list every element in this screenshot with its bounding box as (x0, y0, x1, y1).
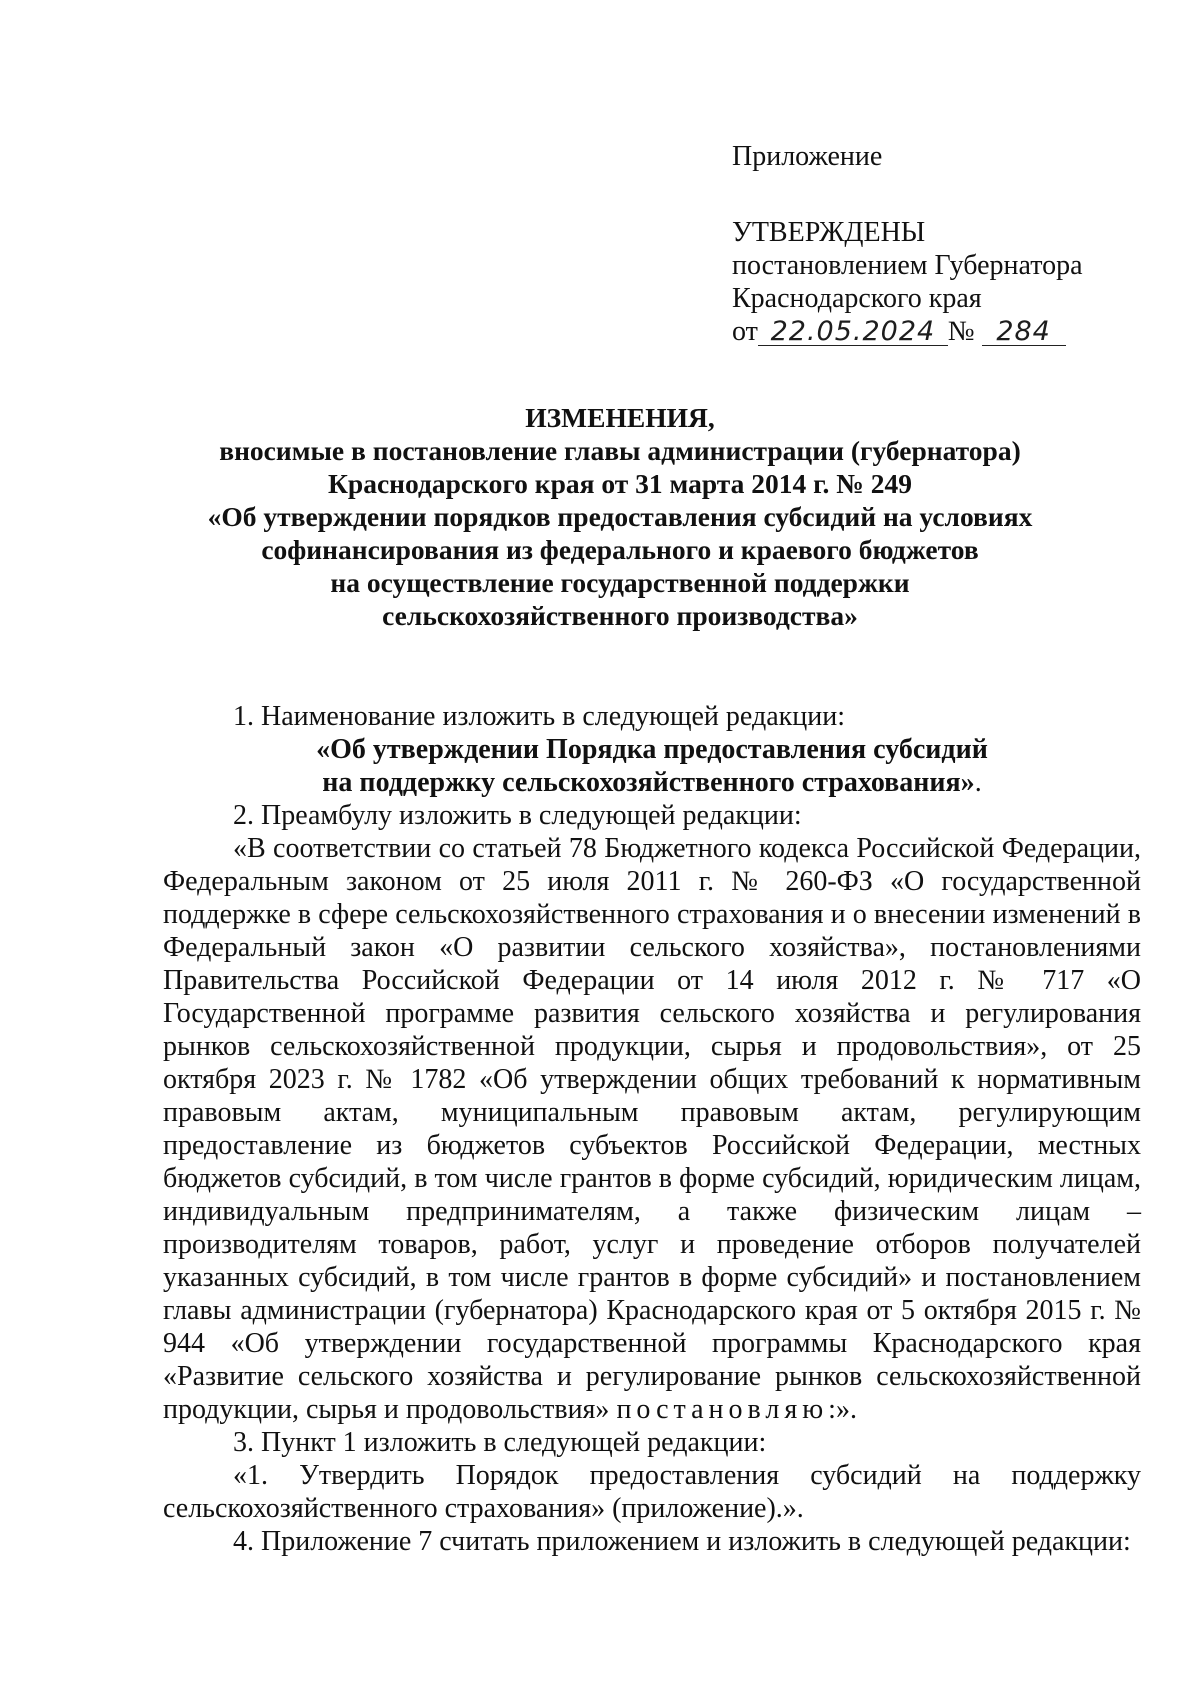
date-prefix: от (732, 316, 758, 347)
title-line: софинансирования из федерального и краевого бюджетов (261, 534, 979, 565)
title-line: «Об утверждении порядков предоставления субсидий на условиях (207, 501, 1033, 532)
document-title (160, 401, 1080, 632)
paragraph-3-quote: «1. Утвердить Порядок предоставления субсидий на поддержку сельскохозяйственного страхования» (приложение).». (163, 1460, 1141, 1524)
paragraph-2-quote (163, 832, 1141, 1426)
approved-by-line-2: Краснодарского края (732, 283, 982, 314)
paragraph-3: 3. Пункт 1 изложить в следующей редакции: (233, 1427, 767, 1458)
handwritten-date: 22.05.2024 (758, 319, 948, 346)
document-body (163, 700, 1141, 1558)
approval-stamp-block (732, 140, 1083, 348)
title-heading: ИЗМЕНЕНИЯ, (525, 402, 715, 433)
paragraph-4: 4. Приложение 7 считать приложением и изложить в следующей редакции: (233, 1526, 1131, 1557)
quote-end: . (974, 767, 982, 798)
preamble-end: :». (828, 1394, 857, 1425)
title-line: Краснодарского края от 31 марта 2014 г. № 249 (327, 468, 913, 499)
handwritten-number: 284 (982, 319, 1066, 346)
approved-label: УТВЕРЖДЕНЫ (732, 217, 926, 248)
quote-text: на поддержку сельскохозяйственного страхования» (322, 767, 975, 798)
number-prefix: № (947, 316, 975, 347)
approval-date-number-line (732, 315, 1083, 348)
paragraph-2: 2. Преамбулу изложить в следующей редакции: (233, 800, 802, 831)
approved-by-line-1: постановлением Губернатора (732, 250, 1083, 281)
preamble-text: «В соответствии со статьей 78 Бюджетного кодекса Российской Федерации, Федеральным законом от 25 июля 2011 г. № 260-ФЗ «О государственной поддержке в сфере сельскохозяйственного страхования и о внесении изменений в Федеральный закон «О развитии сельского хозяйства», постановлениями Правительства Российской Федерации от 14 июля 2012 г. № 717 «О Государственной программе развития сельского хозяйства и регулирования рынков сельскохозяйственной продукции, сырья и продовольствия», от 25 октября 2023 г. № 1782 «Об утверждении общих требований к нормативным правовым актам, муниципальным правовым актам, регулирующим предоставление из бюджетов субъектов Российской Федерации, местных бюджетов субсидий, в том числе грантов в форме субсидий, юридическим лицам, индивидуальным предпринимателям, а также физическим лицам – производителям товаров, работ, услуг и проведение отборов получателей указанных субсидий, в том числе грантов в форме субсидий» и постановлением главы администрации (губернатора) Краснодарского края от 5 октября 2015 г. № 944 «Об утверждении государственной программы Краснодарского края «Развитие сельского хозяйства и регулирование рынков сельскохозяйственной продукции, сырья и продовольствия» (163, 833, 1141, 1425)
paragraph-1-quote-line-2 (163, 766, 1141, 799)
paragraph-1: 1. Наименование изложить в следующей редакции: (233, 701, 845, 732)
title-line: вносимые в постановление главы администрации (губернатора) (219, 435, 1021, 466)
title-line: на осуществление государственной поддержки (330, 567, 910, 598)
title-line: сельскохозяйственного производства» (382, 600, 858, 631)
paragraph-1-quote-line-1: «Об утверждении Порядка предоставления субсидий (316, 734, 988, 765)
appendix-label: Приложение (732, 141, 883, 172)
preamble-spaced-word: постановляю (616, 1394, 829, 1425)
